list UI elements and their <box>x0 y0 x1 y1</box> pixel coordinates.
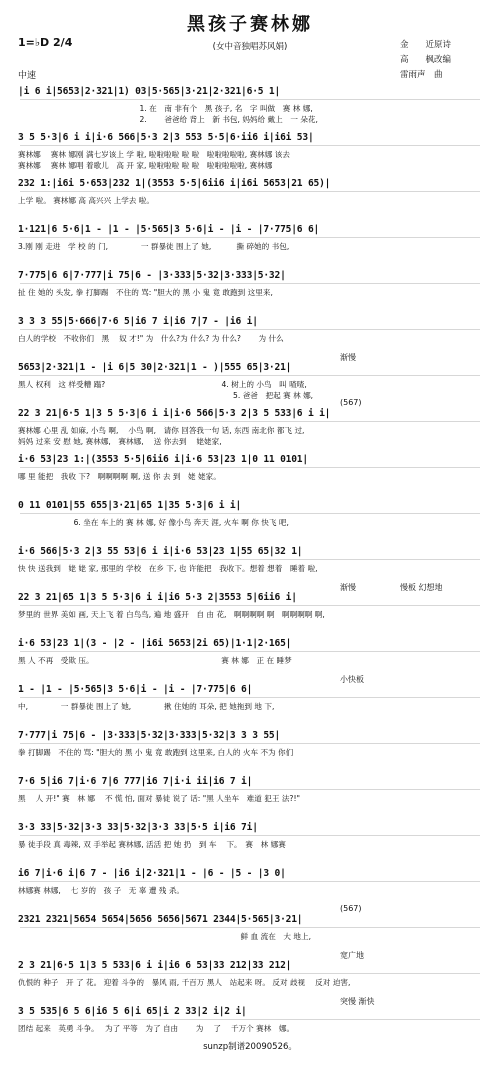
beam-line <box>20 605 480 606</box>
lyric-line: 林娜赛 林娜, 七 岁的 孩 子 无 辜 遭 残 杀。 <box>18 886 185 895</box>
lyric-line: 仇恨的 种子 开 了 花。 迎着 斗争的 暴风 雨, 千百万 黑人 站起来 呀。 反对 歧视 反对 迫害, <box>18 978 351 987</box>
expression-marking: 渐慢 <box>340 353 356 362</box>
lyric-line: 哪 里 能把 我收 下? 啊啊啊啊 啊, 送 你 去 到 姥 姥家。 <box>18 472 221 481</box>
lyric-line: 6. 坐在 车上的 赛 林 娜, 好 像小鸟 奔天 涯, 火车 啊 你 快飞 吧, <box>18 518 289 527</box>
beam-line <box>20 467 480 468</box>
notation-line: 0 11 0101|55 655|3·21|65 1|35 5·3|6 i i| <box>18 500 242 511</box>
notation-line: 3 3 3 55|5·666|7·6 5|i6 7 i|i6 7|7 - |i6 i| <box>18 316 258 327</box>
beam-line <box>20 789 480 790</box>
lyric-line: 黑 人 不再 受欺 压。 赛 林 娜 正 在 睡梦 <box>18 656 292 665</box>
expression-marking: 突慢 渐快 <box>340 997 375 1006</box>
notation-line: i·6 53|23 1:|(3553 5·5|6ii6 i|i·6 53|23 1|0 11 0101| <box>18 454 308 465</box>
notation-line: 7·6 5|i6 7|i·6 7|6 777|i6 7|i·i ii|i6 7 i| <box>18 776 253 787</box>
beam-line <box>20 1019 480 1020</box>
key-signature: 1=♭D 2/4 <box>18 36 73 49</box>
notation-line: 7·777|i 75|6 - |3·333|5·32|3·333|5·32|3 3 3 55| <box>18 730 281 741</box>
lyric-line: 上学 啦。 赛林娜 高 高兴兴 上学去 啦。 <box>18 196 154 205</box>
beam-line <box>20 973 480 974</box>
credit-arranger: 高 枫改编 <box>400 55 452 65</box>
lyric-line: 黑 人 开!" 赛 林 娜 不 慌 怕, 面对 暴徒 说了 话: "黑 人坐车 难道 犯王 法?!" <box>18 794 300 803</box>
credits <box>400 38 478 83</box>
expression-marking: 慢板 幻想地 <box>400 583 443 592</box>
expression-marking: 小快板 <box>340 675 364 684</box>
lyric-line: 赛林娜 赛林 娜刚 满七岁该上 学 啦, 啦啦啦啦 啦 啦 啦啦啦啦啦, 赛林娜 该去 <box>18 150 290 159</box>
tempo-marking: 中速 <box>18 71 37 81</box>
lyric-line: 赛林娜 赛林 娜唱 着歌儿 高 开 家, 啦啦啦啦 啦 啦 啦啦啦啦啦, 赛林娜 <box>18 161 273 170</box>
lyric-line: 暴 徒手段 真 毒辣, 双 手举起 赛林娜, 活活 把 她 扔 到 车 下。 赛 林 娜赛 <box>18 840 286 849</box>
beam-line <box>20 329 480 330</box>
beam-line <box>20 99 480 100</box>
song-subtitle: (女中音独唱苏风娟) <box>212 42 288 52</box>
notation-line: |i 6 i|5653|2·321|1) 03|5·565|3·21|2·321|6·5 1| <box>18 86 281 97</box>
beam-line <box>20 651 480 652</box>
beam-line <box>20 421 480 422</box>
lyric-line: 黑人 权利 这 样受糟 蹋? 4. 树上的 小鸟 叫 喳喳, <box>18 380 307 389</box>
song-title: 黑孩子赛林娜 <box>187 14 313 35</box>
footer-credit: sunzp制谱20090526。 <box>203 1042 297 1052</box>
expression-marking: (567) <box>340 904 362 913</box>
lyric-line: 快 快 送我到 姥 姥 家, 那里的 学校 在乡 下, 也 许能把 我收下。想着 想着 睡着 啦, <box>18 564 318 573</box>
beam-line <box>20 743 480 744</box>
lyric-line: 梦里的 世界 美如 画, 天上飞 着 白鸟鸟, 遍 地 盛开 自 由 花, 啊啊啊啊 啊 啊啊啊啊 啊, <box>18 610 325 619</box>
lyric-line: 妈妈 过来 安 慰 她, 赛林娜, 赛林娜, 送 你去到 姥姥家, <box>18 437 222 446</box>
beam-line <box>20 191 480 192</box>
lyric-line: 拳 打脚踢 不住的 骂: "胆大的 黑 小 鬼 竟 敢跑到 这里来, 白人的 火车 不为 你们 <box>18 748 294 757</box>
expression-marking: (567) <box>340 398 362 407</box>
lyric-line: 团结 起来 英勇 斗争。 为了 平等 为了 自由 为 了 千万个 赛林 娜。 <box>18 1024 295 1033</box>
lyric-line: 3.刚 刚 走进 学 校 的 门, 一 群暴徒 围上了 她, 撕 碎她的 书包, <box>18 242 290 251</box>
notation-line: 22 3 21|65 1|3 5 5·3|6 i i|i6 5·3 2|3553 5|6ii6 i| <box>18 592 297 603</box>
beam-line <box>20 513 480 514</box>
expression-marking: 宽广地 <box>340 951 364 960</box>
notation-line: 1·121|6 5·6|1 - |1 - |5·565|3 5·6|i - |i - |7·775|6 6| <box>18 224 320 235</box>
beam-line <box>20 697 480 698</box>
beam-line <box>20 375 480 376</box>
credit-composer: 雷雨声 曲 <box>400 70 443 80</box>
notation-line: 2321 2321|5654 5654|5656 5656|5671 2344|5·565|3·21| <box>18 914 303 925</box>
beam-line <box>20 559 480 560</box>
lyric-line: 赛林娜 心里 乱 如麻, 小鸟 啊, 小鸟 啊, 请你 回答我一句 话, 东西 南北你 都飞 过, <box>18 426 305 435</box>
notation-line: 232 1:|i6i 5·653|232 1|(3553 5·5|6ii6 i|i6i 5653|21 65)| <box>18 178 331 189</box>
lyric-line: 鲜 血 流在 大 地上, <box>18 932 312 941</box>
lyric-line: 1. 在 南 非有个 黑 孩子, 名 字 叫做 赛 林 娜, <box>18 104 313 113</box>
beam-line <box>20 145 480 146</box>
notation-line: i6 7|i·6 i|6 7 - |i6 i|2·321|1 - |6 - |5 - |3 0| <box>18 868 286 879</box>
lyric-line: 5. 爸爸 把起 赛 林 娜, <box>18 391 314 400</box>
notation-line: i·6 566|5·3 2|3 55 53|6 i i|i·6 53|23 1|55 65|32 1| <box>18 546 303 557</box>
notation-line: 3 5 535|6 5 6|i6 5 6|i 65|i 2 33|2 i|2 i| <box>18 1006 247 1017</box>
beam-line <box>20 881 480 882</box>
notation-line: i·6 53|23 1|(3 - |2 - |i6i 5653|2i 65)|1·1|2·165| <box>18 638 292 649</box>
notation-line: 5653|2·321|1 - |i 6|5 30|2·321|1 - )|555 65|3·21| <box>18 362 292 373</box>
lyric-line: 扯 住 她的 头发, 拳 打脚踢 不住的 骂: "胆大的 黑 小 鬼 竟 敢跑到 这里来, <box>18 288 273 297</box>
beam-line <box>20 283 480 284</box>
notation-line: 3·3 33|5·32|3·3 33|5·32|3·3 33|5·5 i|i6 7i| <box>18 822 258 833</box>
lyric-line: 2. 爸爸给 背上 新 书包, 妈妈给 戴上 一 朵花, <box>18 115 318 124</box>
expression-marking: 渐慢 <box>340 583 356 592</box>
beam-line <box>20 237 480 238</box>
lyric-line: 中, 一 群暴徒 围上了 她, 揪 住她的 耳朵, 把 她拖到 地 下, <box>18 702 275 711</box>
notation-line: 3 5 5·3|6 i i|i·6 566|5·3 2|3 553 5·5|6·ii6 i|i6i 53| <box>18 132 314 143</box>
beam-line <box>20 927 480 928</box>
credit-poet: 金 近原诗 <box>400 40 452 50</box>
notation-line: 1 - |1 - |5·565|3 5·6|i - |i - |7·775|6 6| <box>18 684 253 695</box>
lyric-line: 白人的学校 不收你们 黑 奴 才!" 为 什么?为 什么? 为 什么? 为 什么 <box>18 334 284 343</box>
notation-line: 7·775|6 6|7·777|i 75|6 - |3·333|5·32|3·333|5·32| <box>18 270 286 281</box>
notation-line: 22 3 21|6·5 1|3 5 5·3|6 i i|i·6 566|5·3 2|3 5 533|6 i i| <box>18 408 331 419</box>
beam-line <box>20 835 480 836</box>
notation-line: 2 3 21|6·5 1|3 5 533|6 i i|i6 6 53|33 212|33 212| <box>18 960 292 971</box>
